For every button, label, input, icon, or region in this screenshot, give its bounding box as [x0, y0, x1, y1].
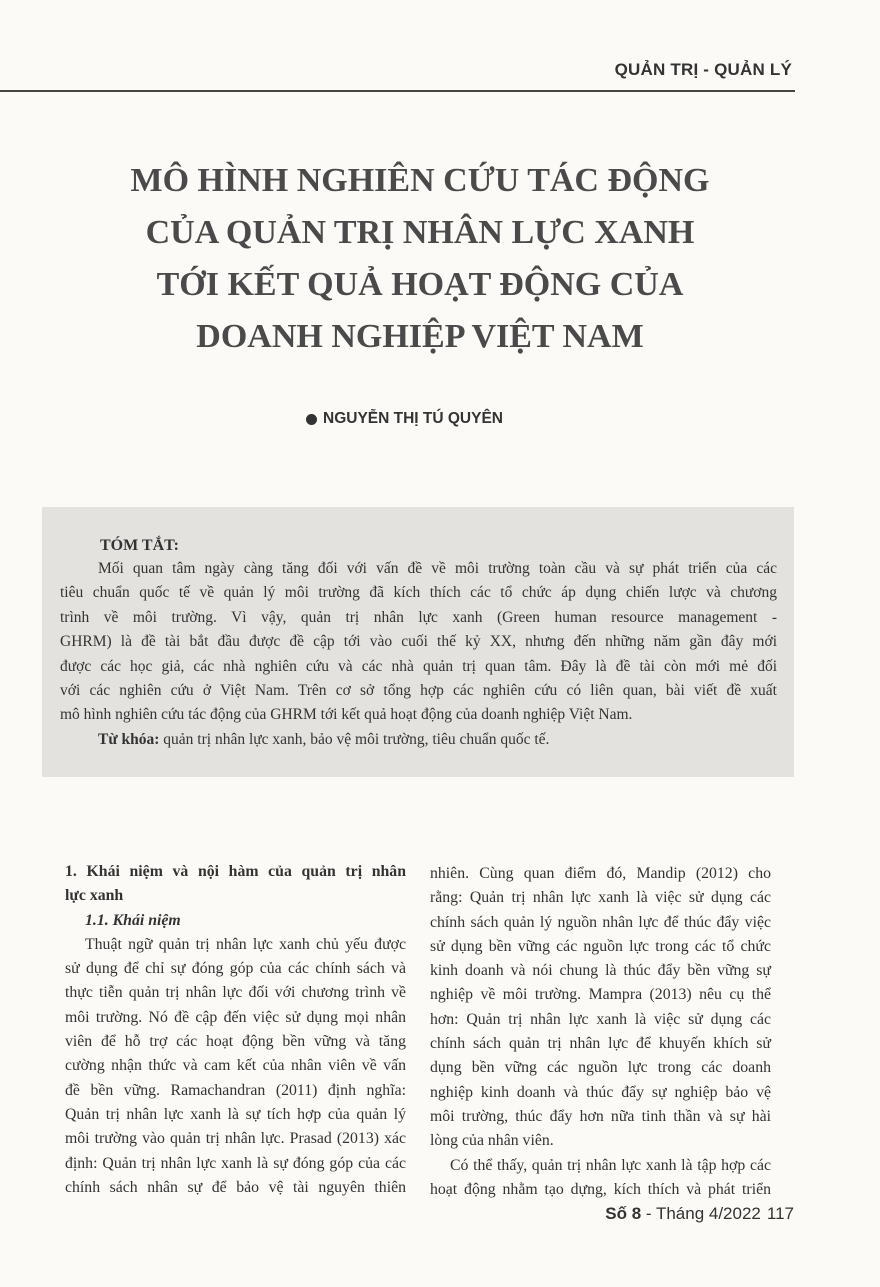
- paragraph-line: môi trường vào quản trị nhân lực. Prasad (2013) xác: [65, 1130, 406, 1148]
- author-name: NGUYỄN THỊ TÚ QUYÊN: [323, 410, 503, 427]
- abstract-line: với các nghiên cứu ở Việt Nam. Trên cơ sở tổng hợp các nghiên cứu có liên quan, bài viết đề xuất: [60, 682, 777, 700]
- page-footer: [605, 1204, 794, 1224]
- paragraph-line: viên để hỗ trợ các hoạt động bền vững và tăng: [65, 1033, 406, 1051]
- paragraph-line: Quản trị nhân lực xanh là sự tích hợp của quản lý: [65, 1105, 406, 1123]
- issue-date: - Tháng 4/2022: [641, 1204, 761, 1223]
- keywords-text: quản trị nhân lực xanh, bảo vệ môi trường, tiêu chuẩn quốc tế.: [159, 730, 550, 748]
- paragraph-line: nghiệp về môi trường. Mampra (2013) nêu cụ thể: [430, 986, 771, 1004]
- paragraph-line: hơn: Quản trị nhân lực xanh là việc sử dụng các: [430, 1010, 771, 1028]
- paragraph-line: rằng: Quản trị nhân lực xanh là việc sử dụng các: [430, 889, 771, 907]
- paragraph-line: lòng của nhân viên.: [430, 1132, 554, 1150]
- page-number: 117: [766, 1204, 794, 1223]
- paragraph-line: môi trường, thúc đẩy hơn nữa tinh thần và sự hài: [430, 1107, 771, 1125]
- abstract-heading: TÓM TẮT:: [100, 537, 179, 554]
- bullet-icon: [306, 414, 317, 425]
- abstract-line: Mối quan tâm ngày càng tăng đối với vấn đề về môi trường toàn cầu và sự phát triển của các: [98, 560, 777, 577]
- paragraph-line: sử dụng để chỉ sự đóng góp của các chính sách và: [65, 960, 406, 978]
- author-line: [306, 410, 503, 428]
- article-title: [0, 155, 840, 363]
- paragraph-line: dụng bền vững các nguồn lực trong các doanh: [430, 1059, 771, 1077]
- paragraph-line: nghiệp kinh doanh và thúc đẩy sự nghiệp bảo vệ: [430, 1083, 771, 1101]
- abstract-line: trình về môi trường. Vì vậy, quản trị nhân lực xanh (Green human resource management -: [60, 608, 777, 626]
- title-line: TỚI KẾT QUẢ HOẠT ĐỘNG CỦA: [156, 266, 684, 303]
- keywords-label: Từ khóa:: [98, 730, 160, 748]
- paragraph-line: kinh doanh và nói chung là thúc đẩy bền vững sự: [430, 962, 771, 980]
- body-column-right: [430, 862, 771, 1202]
- title-line: MÔ HÌNH NGHIÊN CỨU TÁC ĐỘNG: [130, 162, 710, 199]
- abstract-line: tiêu chuẩn quốc tế về quản lý môi trường đã kích thích các tổ chức áp dụng chiến lược và chương: [60, 584, 777, 602]
- abstract-box: [42, 507, 794, 777]
- paragraph-line: chính sách quản trị nhân lực để khuyến khích sử: [430, 1035, 771, 1053]
- section-heading: 1. Khái niệm và nội hàm của quản trị nhân: [65, 863, 406, 880]
- paragraph-line: cường nhận thức và cam kết của nhân viên về vấn: [65, 1057, 406, 1075]
- paragraph-line: định: Quản trị nhân lực xanh là sự đóng góp của các: [65, 1154, 406, 1172]
- abstract-line: GHRM) là đề tài bắt đầu được đề cập tới vào cuối thế kỷ XX, nhưng đến những năm gần đây mới: [60, 633, 777, 651]
- title-line: DOANH NGHIỆP VIỆT NAM: [196, 318, 644, 355]
- keywords: [60, 728, 777, 752]
- title-line: CỦA QUẢN TRỊ NHÂN LỰC XANH: [145, 214, 695, 251]
- abstract-body: [60, 557, 777, 752]
- paragraph-line: Có thể thấy, quản trị nhân lực xanh là tập hợp các: [450, 1156, 771, 1174]
- section-tag: QUẢN TRỊ - QUẢN LÝ: [614, 60, 792, 79]
- paragraph-line: sử dụng bền vững các nguồn lực trong các tổ chức: [430, 937, 771, 955]
- paragraph-line: chính sách nhân sự để bảo vệ tài nguyên thiên: [65, 1178, 406, 1196]
- paragraph-line: môi trường. Nó đề cập đến việc sử dụng mọi nhân: [65, 1008, 406, 1026]
- abstract-line: được các học giả, các nhà nghiên cứu và các nhà quản trị quan tâm. Đây là đề tài còn mới mẻ đối: [60, 657, 777, 675]
- paragraph-line: hoạt động nhằm tạo dựng, kích thích và phát triển: [430, 1180, 771, 1198]
- body-column-left: [65, 860, 406, 1200]
- paragraph-line: Thuật ngữ quản trị nhân lực xanh chủ yếu được: [85, 935, 406, 953]
- issue-number: Số 8: [605, 1204, 642, 1223]
- header-rule: [0, 90, 795, 92]
- paragraph-line: nhiên. Cùng quan điểm đó, Mandip (2012) cho: [430, 865, 771, 882]
- subsection-heading: 1.1. Khái niệm: [85, 911, 181, 929]
- paragraph-line: thực tiễn quản trị nhân lực đối với chương trình về: [65, 984, 406, 1002]
- section-heading: lực xanh: [65, 887, 124, 905]
- paragraph-line: chính sách quản lý nguồn nhân lực để thúc đẩy việc: [430, 913, 771, 931]
- abstract-line: mô hình nghiên cứu tác động của GHRM tới kết quả hoạt động của doanh nghiệp Việt Nam.: [60, 706, 633, 724]
- paragraph-line: đề bền vững. Ramachandran (2011) định nghĩa:: [65, 1081, 406, 1099]
